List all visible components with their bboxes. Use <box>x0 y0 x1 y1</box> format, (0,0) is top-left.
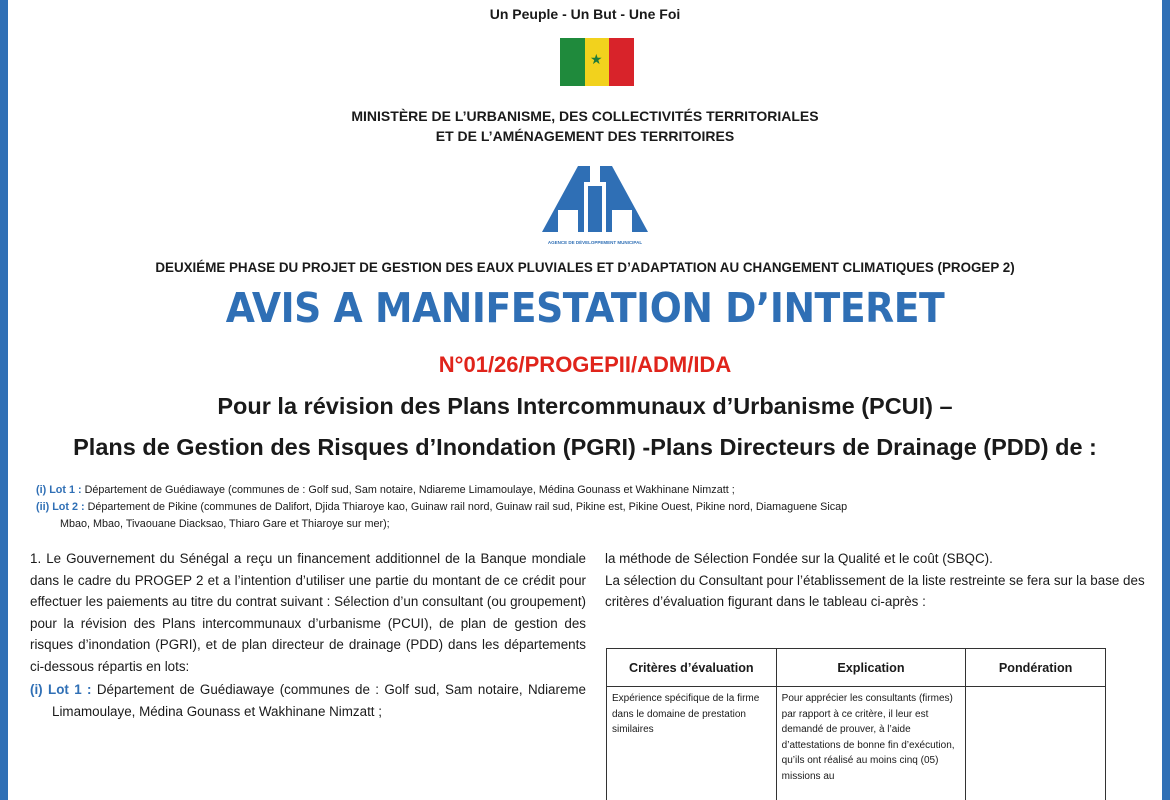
notice-subject-line-2: Plans de Gestion des Risques d’Inondation (PGRI) -Plans Directeurs de Drainage (PDD) de : <box>73 434 1097 460</box>
lot-2-text: Département de Pikine (communes de Dalifort, Djida Thiaroye kao, Guinaw rail nord, Guinaw rail sud, Pikine est, Pikine Ouest, Pikine nord, Diamaguene Sicap <box>84 501 848 513</box>
notice-title: AVIS A MANIFESTATION D’INTERET <box>225 284 945 332</box>
header-weight: Pondération <box>966 649 1106 687</box>
lot-1-detail-key: (i) Lot 1 : <box>30 682 92 697</box>
right-column <box>605 548 1145 613</box>
lots-summary <box>36 482 1146 533</box>
selection-criteria-intro: La sélection du Consultant pour l’établissement de la liste restreinte se fera sur la base des critères d’évaluation figurant dans le tableau ci-après : <box>605 572 1145 609</box>
left-column <box>30 548 586 722</box>
ministry-line-1: MINISTÈRE DE L’URBANISME, DES COLLECTIVITÉS TERRITORIALES <box>351 108 819 124</box>
lot-2-text-continued: Mbao, Mbao, Tivaouane Diacksao, Thiaro Gare et Thiaroye sur mer); <box>60 518 390 530</box>
flag-star-icon: ★ <box>590 51 603 67</box>
adm-logo <box>530 160 660 250</box>
lot-2-key: (ii) Lot 2 : <box>36 501 85 513</box>
project-name: DEUXIÉME PHASE DU PROJET DE GESTION DES EAUX PLUVIALES ET D’ADAPTATION AU CHANGEMENT CLIMATIQUES (PROGEP 2) <box>155 260 1015 275</box>
flag-band-green <box>560 38 585 86</box>
criteria-table-header-row <box>607 649 1106 687</box>
cell-explanation: Pour apprécier les consultants (firmes) par rapport à ce critère, il leur est demandé de prouver, à l’aide d’attestations de bonne fin d’exécution, qu’ils ont réalisé au moins cinq (05) missions au <box>776 687 966 800</box>
table-row <box>607 687 1106 800</box>
header-criteria: Critères d’évaluation <box>607 649 777 687</box>
lot-1-detail <box>30 679 586 722</box>
lot-1-text: Département de Guédiawaye (communes de : Golf sud, Sam notaire, Ndiareme Limamoulaye, Médina Gounass et Wakhinane Nimzatt ; <box>81 484 735 496</box>
national-motto: Un Peuple - Un But - Une Foi <box>489 6 681 22</box>
lot-1-detail-text: Département de Guédiawaye (communes de : Golf sud, Sam notaire, Ndiareme Limamoulaye, Médina Gounass et Wakhinane Nimzatt ; <box>52 682 586 719</box>
criteria-table <box>606 648 1106 800</box>
senegal-flag-icon <box>560 38 634 86</box>
notice-reference: N°01/26/PROGEPII/ADM/IDA <box>438 352 732 377</box>
selection-method: la méthode de Sélection Fondée sur la Qualité et le coût (SBQC). <box>605 551 993 566</box>
flag-band-red <box>609 38 634 86</box>
cell-criterion: Expérience spécifique de la firme dans le domaine de prestation similaires <box>607 687 777 800</box>
lot-1-key: (i) Lot 1 : <box>36 484 82 496</box>
notice-subject-line-1: Pour la révision des Plans Intercommunaux d’Urbanisme (PCUI) – <box>217 393 953 419</box>
ministry-name <box>0 106 1170 146</box>
lot-2-summary <box>36 499 1146 516</box>
cell-weight <box>966 687 1106 800</box>
header-explanation: Explication <box>776 649 966 687</box>
paragraph-1: 1. Le Gouvernement du Sénégal a reçu un financement additionnel de la Banque mondiale dans le cadre du PROGEP 2 et a l’intention d’utiliser une partie du montant de ce crédit pour effectuer les paiements au titre du contrat suivant : Sélection d’un consultant (ou groupement) pour la révision des Plans intercommunaux d’urbanisme (PCUI), de plan de gestion des risques d’inondation (PGRI), et de plan directeur de drainage (PDD) dans les départements ci-dessous répartis en lots: <box>30 551 586 674</box>
lot-1-summary <box>36 482 1146 499</box>
logo-caption: AGENCE DE DÉVELOPPEMENT MUNICIPAL <box>547 240 643 245</box>
ministry-line-2: ET DE L’AMÉNAGEMENT DES TERRITOIRES <box>435 128 735 144</box>
